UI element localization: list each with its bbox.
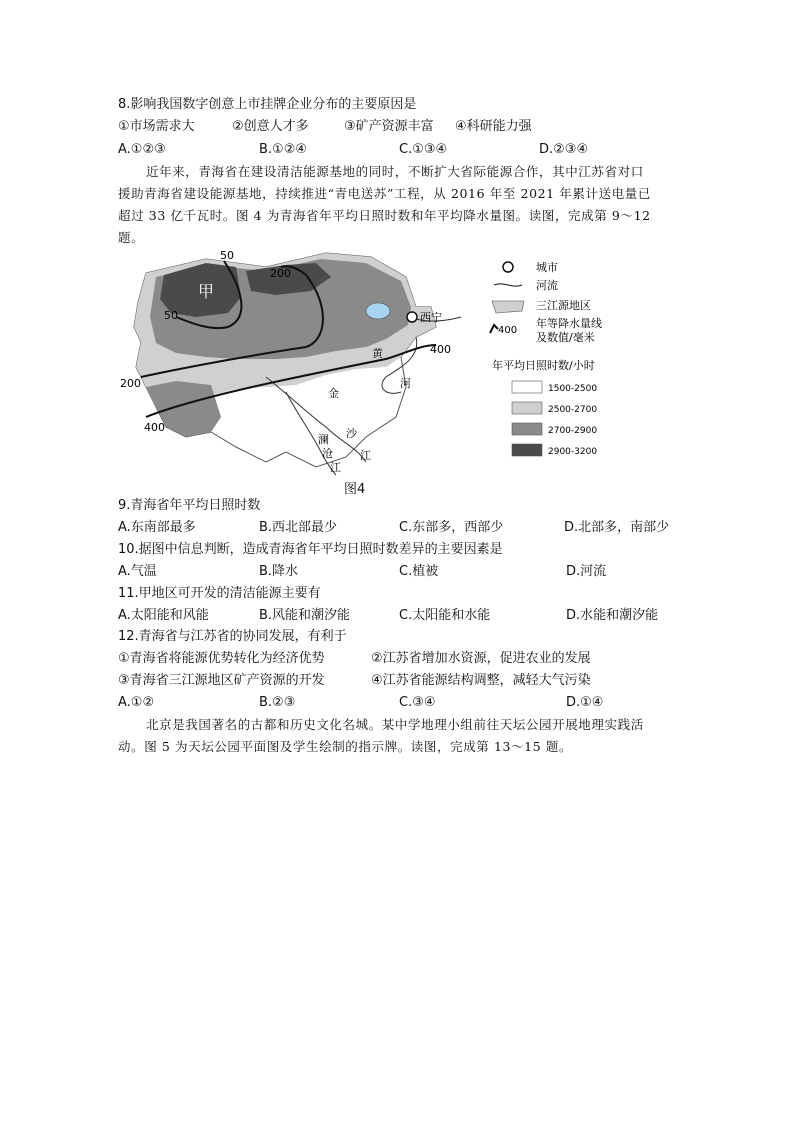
q12-option-d: D.①④ — [566, 695, 604, 710]
q9-stem: 9.青海省年平均日照时数 — [118, 498, 261, 513]
legend-isohyet-value: 400 — [498, 325, 518, 336]
label-jin: 金 — [328, 387, 339, 400]
isohyet-label-400b: 400 — [144, 421, 165, 434]
legend-river-label: 河流 — [536, 279, 558, 292]
q8-item-1: ①市场需求大 — [118, 119, 195, 134]
passage1-line2: 援助青海省建设能源基地，持续推进“青电送苏”工程，从 2016 年至 2021 年累计送电量已 — [118, 186, 651, 201]
legend-sanjiangyuan-label: 三江源地区 — [536, 299, 591, 312]
legend-class-1: 1500-2500 — [548, 384, 598, 394]
label-cang: 沧 — [322, 447, 333, 460]
qinghai-map — [116, 247, 636, 477]
q10-stem: 10.据图中信息判断，造成青海省年平均日照时数差异的主要因素是 — [118, 542, 503, 557]
q11-stem: 11.甲地区可开发的清洁能源主要有 — [118, 586, 321, 601]
legend-swatch-3 — [512, 423, 542, 435]
legend-class-4: 2900-3200 — [548, 447, 598, 457]
q8-option-d: D.②③④ — [539, 142, 589, 157]
legend-class-2: 2500-2700 — [548, 405, 598, 415]
label-sha: 沙 — [346, 427, 357, 440]
q8-option-c: C.①③④ — [399, 142, 448, 157]
q10-option-a: A.气温 — [118, 564, 157, 579]
q12-option-a: A.①② — [118, 695, 155, 710]
q11-option-c: C.太阳能和水能 — [399, 608, 491, 623]
q12-item-4: ④江苏省能源结构调整，减轻大气污染 — [371, 673, 591, 688]
legend-swatch-2 — [512, 402, 542, 414]
q11-option-d: D.水能和潮汐能 — [566, 608, 659, 623]
q9-option-a: A.东南部最多 — [118, 520, 196, 535]
city-xining-icon — [407, 312, 417, 322]
map-legend — [490, 261, 602, 457]
isohyet-label-50b: 50 — [164, 309, 178, 322]
legend-river-icon — [494, 284, 522, 286]
isohyet-label-200a: 200 — [270, 267, 291, 280]
legend-isohyet-line2: 及数值/毫米 — [536, 331, 595, 344]
label-huang: 黄 — [372, 347, 383, 360]
q9-option-b: B.西北部最少 — [259, 520, 338, 535]
q11-option-b: B.风能和潮汐能 — [259, 608, 351, 623]
q9-option-c: C.东部多，西部少 — [399, 520, 504, 535]
isohyet-label-400a: 400 — [430, 343, 451, 356]
label-jia: 甲 — [198, 282, 215, 301]
qinghai-lake — [366, 303, 390, 319]
label-jiang2: 江 — [330, 461, 341, 474]
legend-city-label: 城市 — [536, 261, 558, 274]
legend-swatch-4 — [512, 444, 542, 456]
q8-item-4: ④科研能力强 — [455, 119, 532, 134]
q11-option-a: A.太阳能和风能 — [118, 608, 209, 623]
passage1-line1: 近年来，青海省在建设清洁能源基地的同时，不断扩大省际能源合作，其中江苏省对口 — [146, 164, 644, 179]
figure-caption: 图4 — [344, 482, 366, 497]
legend-sunshine-title: 年平均日照时数/小时 — [492, 359, 595, 372]
passage2-line2: 动。图 5 为天坛公园平面图及学生绘制的指示牌。读图，完成第 13～15 题。 — [118, 739, 573, 754]
q8-option-a: A.①②③ — [118, 142, 166, 157]
passage1-line3: 超过 33 亿千瓦时。图 4 为青海省年平均日照时数和年平均降水量图。读图，完成第 9～12 — [118, 208, 651, 223]
q8-option-b: B.①②④ — [259, 142, 308, 157]
q12-item-2: ②江苏省增加水资源，促进农业的发展 — [371, 651, 591, 666]
label-he: 河 — [400, 377, 411, 390]
q8-item-3: ③矿产资源丰富 — [344, 119, 434, 134]
label-lan: 澜 — [318, 433, 329, 446]
legend-swatch-1 — [512, 381, 542, 393]
q12-stem: 12.青海省与江苏省的协同发展，有利于 — [118, 629, 347, 644]
legend-sanjiangyuan-icon — [492, 301, 524, 313]
label-xining: 西宁 — [420, 311, 442, 324]
q10-option-c: C.植被 — [399, 564, 439, 579]
q8-stem: 8.影响我国数字创意上市挂牌企业分布的主要原因是 — [118, 97, 417, 112]
legend-city-icon — [503, 262, 513, 272]
q9-option-d: D.北部多，南部少 — [564, 520, 670, 535]
q10-option-b: B.降水 — [259, 564, 299, 579]
q8-item-2: ②创意人才多 — [232, 119, 309, 134]
q12-option-c: C.③④ — [399, 695, 436, 710]
q12-item-3: ③青海省三江源地区矿产资源的开发 — [118, 673, 325, 688]
passage1-line4: 题。 — [118, 230, 145, 245]
isohyet-label-50a: 50 — [220, 249, 234, 262]
legend-class-3: 2700-2900 — [548, 426, 598, 436]
q10-option-d: D.河流 — [566, 564, 607, 579]
q12-option-b: B.②③ — [259, 695, 296, 710]
label-jiang: 江 — [360, 449, 371, 462]
legend-isohyet-line1: 年等降水量线 — [536, 317, 602, 330]
q12-item-1: ①青海省将能源优势转化为经济优势 — [118, 651, 325, 666]
passage2-line1: 北京是我国著名的古都和历史文化名城。某中学地理小组前往天坛公园开展地理实践活 — [146, 717, 644, 732]
isohyet-label-200b: 200 — [120, 377, 141, 390]
legend-isohyet-icon — [490, 325, 498, 333]
